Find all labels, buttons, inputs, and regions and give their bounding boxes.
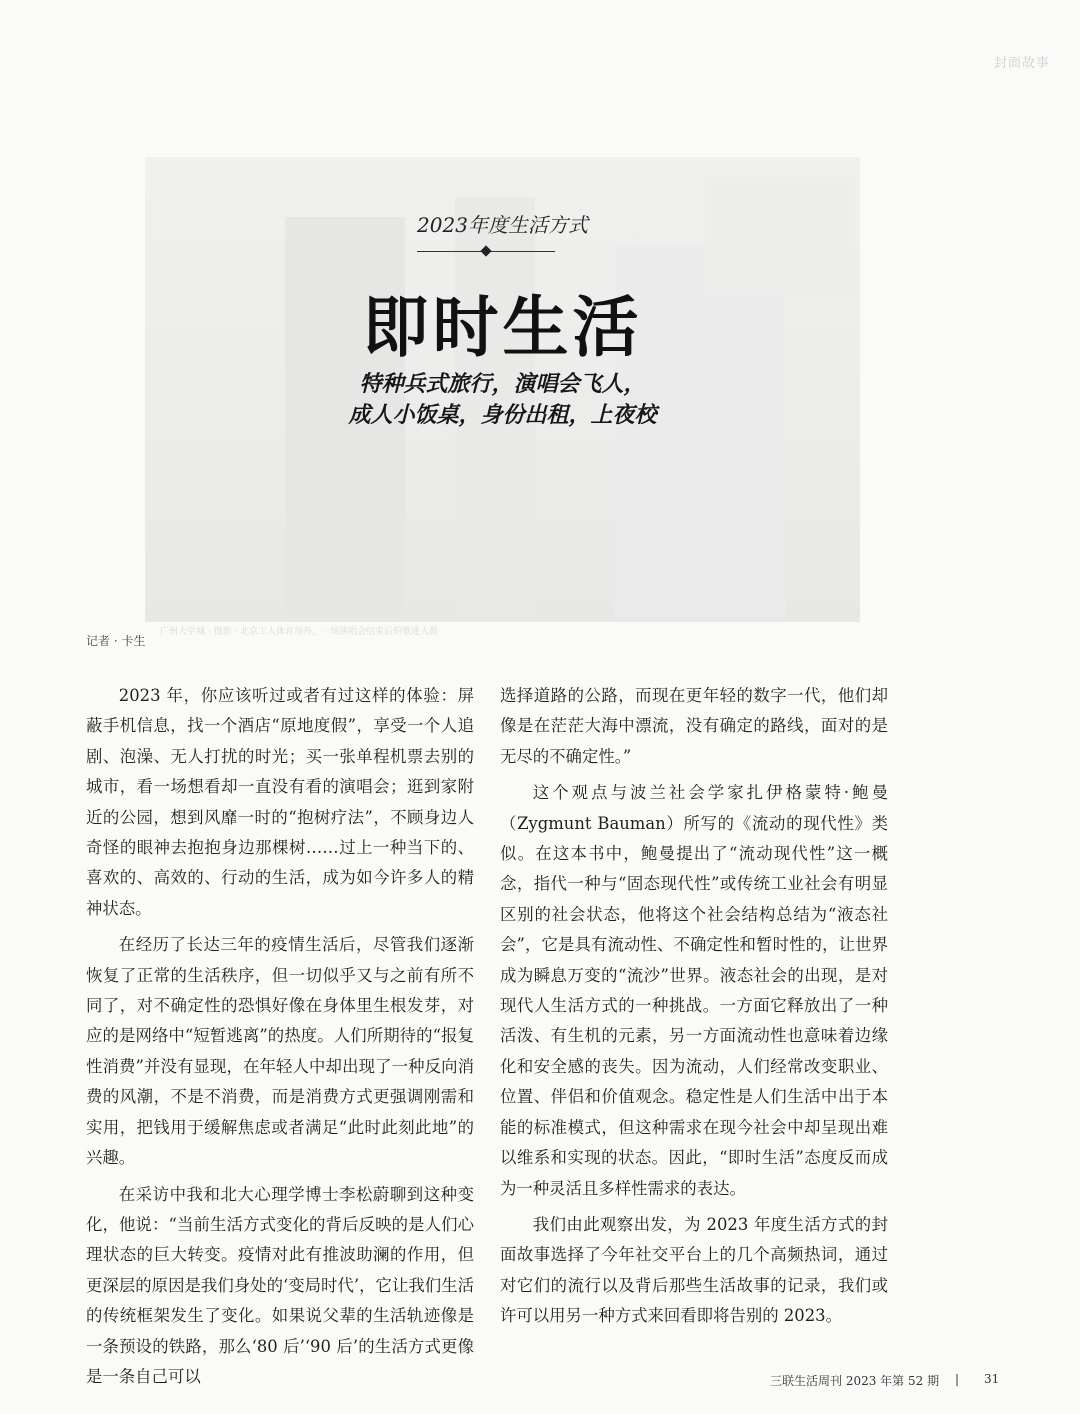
byline: 记者 · 卡生 <box>86 634 146 648</box>
paragraph: 在采访中我和北大心理学博士李松蔚聊到这种变化，他说：“当前生活方式变化的背后反映的是人们心理状态的巨大转变。疫情对此有推波助澜的作用，但更深层的原因是我们身处的‘变局时代’，它让我们生活的传统框架发生了变化。如果说父辈的生活轨迹像是一条预设的铁路，那么‘80 后’‘90 后’的生活方式更像是一条自己可以 <box>86 1184 474 1386</box>
paragraph: 在经历了长达三年的疫情生活后，尽管我们逐渐恢复了正常的生活秩序，但一切似乎又与之前有所不同了，对不确定性的恐惧好像在身体里生根发芽，对应的是网络中“短暂逃离”的热度。人们所期待的“报复性消费”并没有显现，在年轻人中却出现了一种反向消费的风潮，不是不消费，而是消费方式更强调刚需和实用，把钱用于缓解焦虑或者满足“此时此刻此地”的兴趣。 <box>86 935 474 1168</box>
photo-caption: 广州大学城 · 摄影 · 北京工人体育场外，一场演唱会结束后的歌迷人群 <box>160 627 439 637</box>
paragraph-continuation: 选择道路的公路，而现在更年轻的数字一代，他们却像是在茫茫大海中漂流，没有确定的路线，面对的是无尽的不确定性。” <box>500 686 888 766</box>
section-tag: 封面故事 <box>993 56 1050 71</box>
article-column-right <box>500 681 888 1338</box>
article-column-left <box>86 681 474 1398</box>
paragraph: 2023 年，你应该听过或者有过这样的体验：屏蔽手机信息，找一个酒店“原地度假”，享受一个人追剧、泡澡、无人打扰的时光；买一张单程机票去别的城市，看一场想看却一直没有看的演唱会；逛到家附近的公园，想到风靡一时的“抱树疗法”，不顾身边人奇怪的眼神去抱抱身边那棵树……过上一种当下的、喜欢的、高效的、行动的生活，成为如今许多人的精神状态。 <box>86 686 474 918</box>
subtitle <box>145 369 860 431</box>
paragraph: 这个观点与波兰社会学家扎伊格蒙特·鲍曼（Zygmunt Bauman）所写的《流动的现代性》类似。在这本书中，鲍曼提出了“流动现代性”这一概念，指代一种与“固态现代性”或传统工业社会有明显区别的社会状态，他将这个社会结构总结为“液态社会”，它是具有流动性、不确定性和暂时性的，让世界成为瞬息万变的“流沙”世界。液态社会的出现，是对现代人生活方式的一种挑战。一方面它释放出了一种活泼、有生机的元素，另一方面流动性也意味着边缘化和安全感的丧失。因为流动，人们经常改变职业、位置、伴侣和价值观念。稳定性是人们生活中出于本能的标准模式，但这种需求在现今社会中却呈现出难以维系和实现的状态。因此，“即时生活”态度反而成为一种灵活且多样性需求的表达。 <box>500 783 888 1198</box>
kicker: 2023年度生活方式 <box>417 213 588 237</box>
footer-separator: | <box>955 1372 960 1386</box>
page-title: 即时生活 <box>362 289 643 366</box>
subtitle-line: 成人小饭桌，身份出租，上夜校 <box>348 403 657 428</box>
journal-name: 三联生活周刊 2023 年第 52 期 <box>770 1374 940 1388</box>
paragraph: 我们由此观察出发，为 2023 年度生活方式的封面故事选择了今年社交平台上的几个高频热词，通过对它们的流行以及背后那些生活故事的记录，我们或许可以用另一种方式来回看即将告别的 2023。 <box>500 1214 888 1326</box>
subtitle-line: 特种兵式旅行，演唱会飞人， <box>359 372 646 397</box>
page-number: 31 <box>984 1372 1000 1386</box>
